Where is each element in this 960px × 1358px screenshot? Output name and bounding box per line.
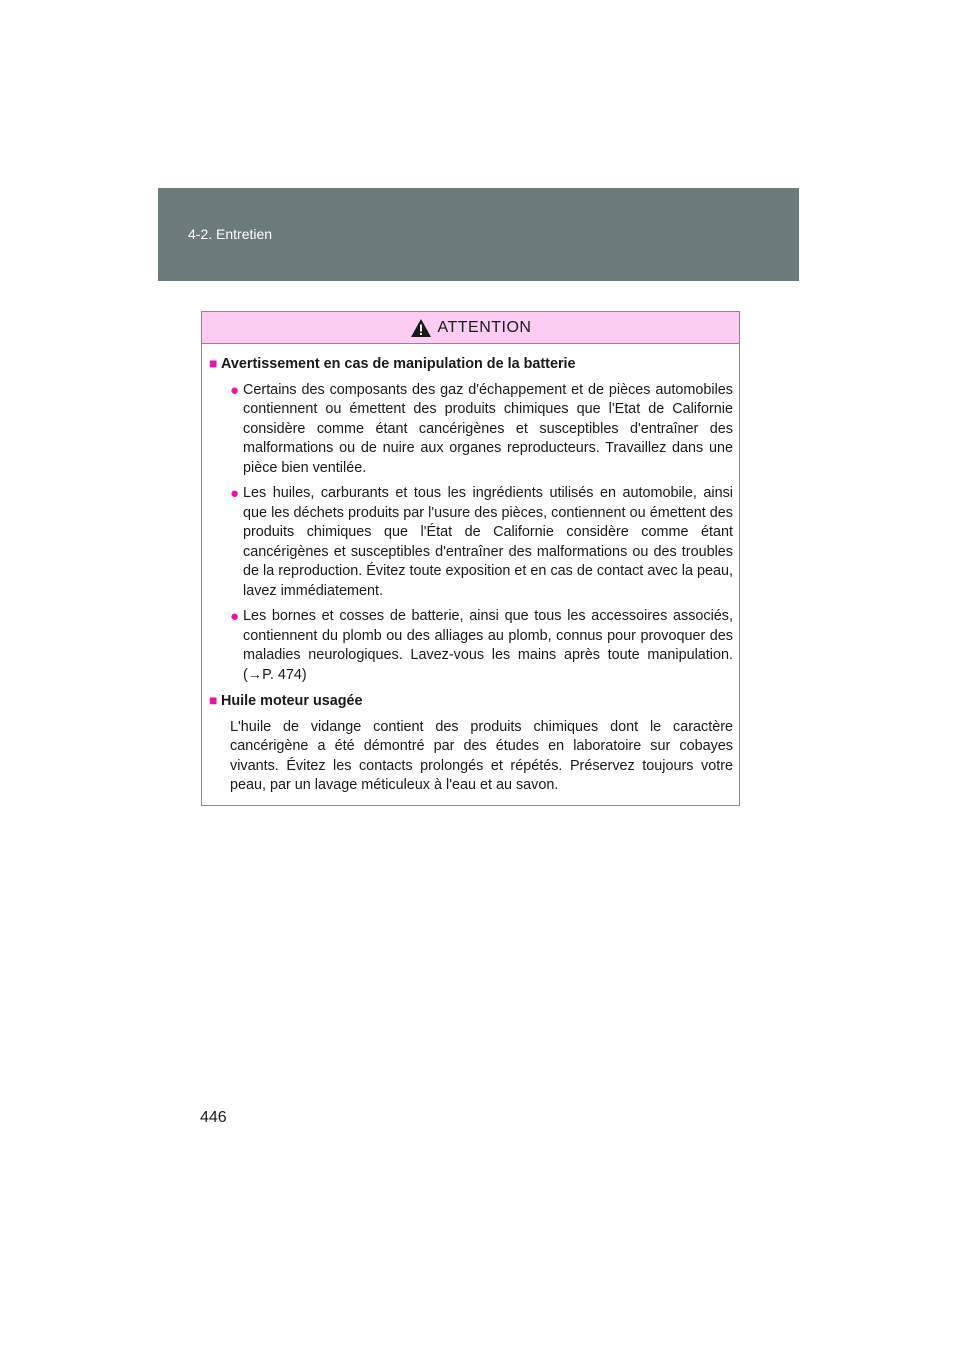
circle-bullet-icon: ● — [230, 608, 240, 625]
section-heading-text: Avertissement en cas de manipulation de la batterie — [221, 356, 576, 372]
warning-box — [201, 311, 740, 806]
section-heading-text: Huile moteur usagée — [221, 693, 363, 709]
list-item — [230, 607, 733, 685]
section-heading — [209, 691, 733, 712]
warning-triangle-icon — [410, 318, 432, 338]
list-item — [230, 484, 733, 601]
list-item-text: Les huiles, carburants et tous les ingrédients utilisés en automobile, ainsi que les déchets produits par l'usure des pièces, contiennent ou émettent des produits chimiques que l'État de Californie considère comme étant cancérigènes et susceptibles d'entraîner des malformations ou des troubles de la reproduction. Évitez toute exposition et en cas de contact avec la peau, lavez immédiatement. — [243, 485, 733, 599]
warning-header — [202, 312, 739, 344]
list-item-text: Les bornes et cosses de batterie, ainsi que tous les accessoires associés, contiennent du plomb ou des alliages au plomb, connus pour provoquer des maladies neurologiques. Lavez-vous les mains après toute manipulation. (→P. 474) — [243, 608, 733, 683]
warning-title: ATTENTION — [437, 318, 532, 336]
section-heading — [209, 354, 733, 375]
section-label: 4-2. Entretien — [188, 226, 273, 242]
warning-body — [202, 344, 739, 796]
square-bullet-icon: ■ — [209, 692, 218, 708]
circle-bullet-icon: ● — [230, 381, 240, 399]
page-number: 446 — [200, 1109, 227, 1126]
circle-bullet-icon: ● — [230, 485, 240, 502]
header-band — [158, 188, 799, 281]
list-item-text: Certains des composants des gaz d'échappement et de pièces automobiles contiennent ou émettent des produits chimiques que l'Etat de Californie considère comme étant cancérigènes et susceptibles d'entraîner des malformations ou de nuire aux organes reproducteurs. Travaillez dans une pièce bien ventilée. — [243, 381, 733, 476]
square-bullet-icon: ■ — [209, 355, 218, 371]
section-paragraph: L'huile de vidange contient des produits chimiques dont le caractère cancérigène a été démontré par des études en laboratoire sur cobayes vivants. Évitez les contacts prolongés et répétés. Préservez toujours votre peau, par un lavage méticuleux à l'eau et au savon. — [230, 718, 733, 793]
list-item — [230, 381, 733, 479]
